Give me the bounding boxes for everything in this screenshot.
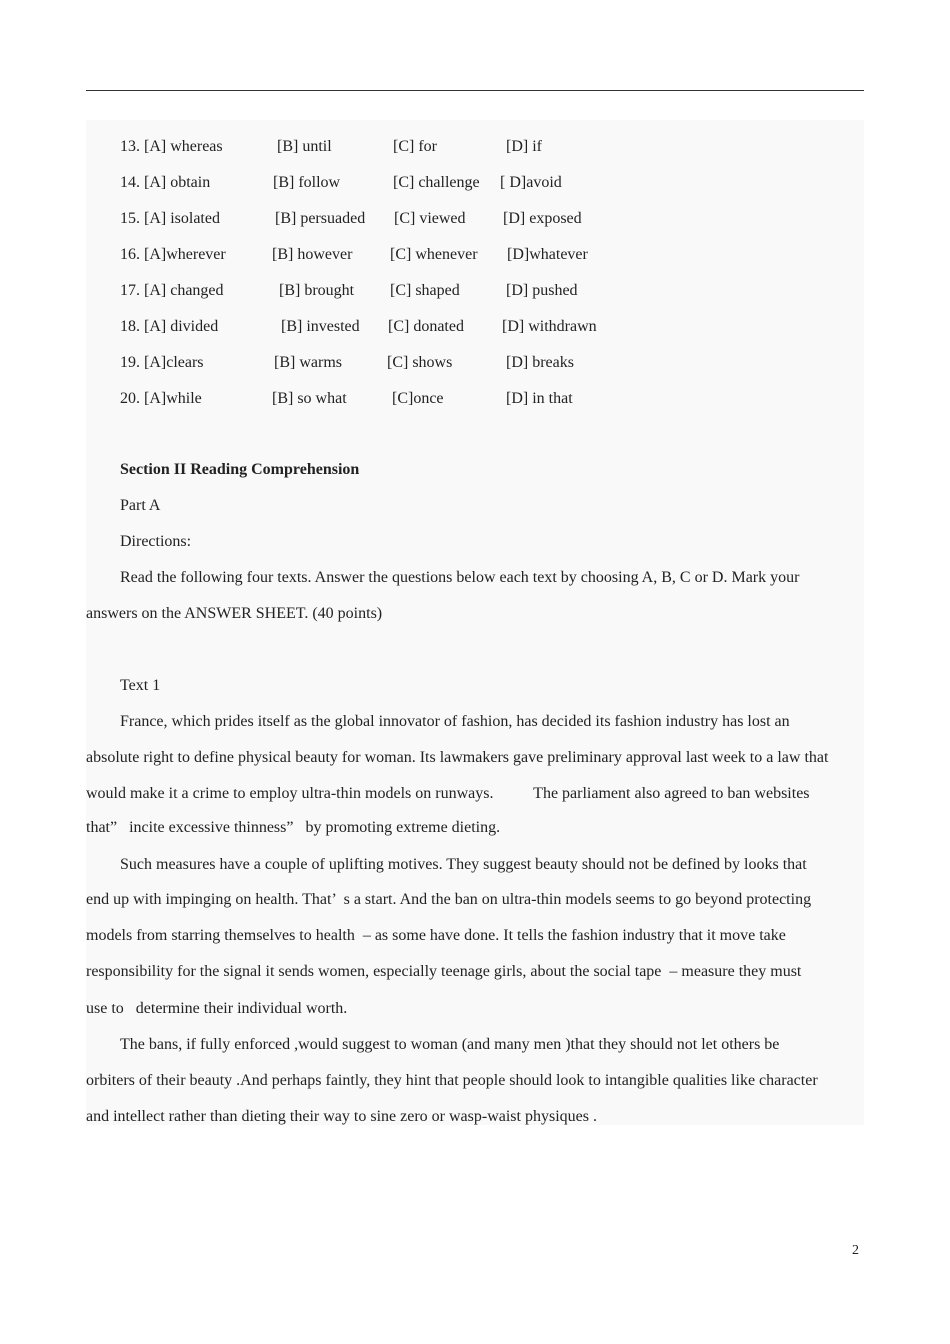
- part-label: Part A: [120, 497, 161, 514]
- header-rule: [86, 90, 864, 91]
- option-16-a: 16. [A]wherever: [120, 246, 226, 263]
- option-18-d: [D] withdrawn: [502, 318, 597, 335]
- option-15-a: 15. [A] isolated: [120, 210, 220, 227]
- option-18-a: 18. [A] divided: [120, 318, 219, 335]
- paragraph-line: orbiters of their beauty .And perhaps faintly, they hint that people should look to intangible qualities like character: [86, 1072, 818, 1089]
- paragraph-line: end up with impinging on health. That’ s a start. And the ban on ultra-thin models seems to go beyond protecting: [86, 891, 812, 908]
- option-20-d: [D] in that: [506, 390, 573, 407]
- directions-line-1: Read the following four texts. Answer the questions below each text by choosing A, B, C or D. Mark your: [120, 569, 800, 586]
- option-18-c: [C] donated: [388, 318, 464, 335]
- paragraph-line: would make it a crime to employ ultra-thin models on runways. The parliament also agreed to ban websites: [86, 785, 810, 802]
- paragraph-line: The bans, if fully enforced ,would suggest to woman (and many men )that they should not let others be: [120, 1036, 780, 1053]
- option-14-d: [ D]avoid: [500, 174, 562, 191]
- paragraph-line: models from starring themselves to health – as some have done. It tells the fashion industry that it move take: [86, 927, 786, 944]
- option-13-b: [B] until: [277, 138, 332, 155]
- option-14-b: [B] follow: [273, 174, 341, 191]
- directions-label: Directions:: [120, 533, 192, 550]
- option-17-d: [D] pushed: [506, 282, 578, 299]
- option-17-c: [C] shaped: [390, 282, 460, 299]
- option-17-b: [B] brought: [279, 282, 355, 299]
- option-13-d: [D] if: [506, 138, 542, 155]
- option-16-c: [C] whenever: [390, 246, 478, 263]
- directions-line-2: answers on the ANSWER SHEET. (40 points): [86, 605, 383, 622]
- option-16-b: [B] however: [272, 246, 353, 263]
- option-19-d: [D] breaks: [506, 354, 574, 371]
- option-15-b: [B] persuaded: [275, 210, 366, 227]
- paragraph-line: France, which prides itself as the global innovator of fashion, has decided its fashion industry has lost an: [120, 713, 790, 730]
- option-13-a: 13. [A] whereas: [120, 138, 223, 155]
- option-16-d: [D]whatever: [507, 246, 588, 263]
- paragraph-line: use to determine their individual worth.: [86, 1000, 348, 1017]
- page-number: 2: [852, 1243, 859, 1258]
- paragraph-line: and intellect rather than dieting their way to sine zero or wasp-waist physiques .: [86, 1108, 597, 1125]
- section-title: Section II Reading Comprehension: [120, 461, 360, 478]
- option-19-a: 19. [A]clears: [120, 354, 204, 371]
- option-15-d: [D] exposed: [503, 210, 582, 227]
- option-14-a: 14. [A] obtain: [120, 174, 211, 191]
- option-20-a: 20. [A]while: [120, 390, 202, 407]
- option-18-b: [B] invested: [281, 318, 360, 335]
- option-13-c: [C] for: [393, 138, 437, 155]
- text-title: Text 1: [120, 677, 161, 694]
- option-20-b: [B] so what: [272, 390, 347, 407]
- option-19-b: [B] warms: [274, 354, 342, 371]
- paragraph-line: that” incite excessive thinness” by promoting extreme dieting.: [86, 819, 501, 836]
- paragraph-line: Such measures have a couple of uplifting motives. They suggest beauty should not be defined by looks that: [120, 856, 807, 873]
- option-20-c: [C]once: [392, 390, 444, 407]
- option-17-a: 17. [A] changed: [120, 282, 224, 299]
- paragraph-line: responsibility for the signal it sends women, especially teenage girls, about the social tape – measure they must: [86, 963, 802, 980]
- paragraph-line: absolute right to define physical beauty for woman. Its lawmakers gave preliminary approval last week to a law that: [86, 749, 829, 766]
- option-14-c: [C] challenge: [393, 174, 480, 191]
- option-15-c: [C] viewed: [394, 210, 466, 227]
- option-19-c: [C] shows: [387, 354, 453, 371]
